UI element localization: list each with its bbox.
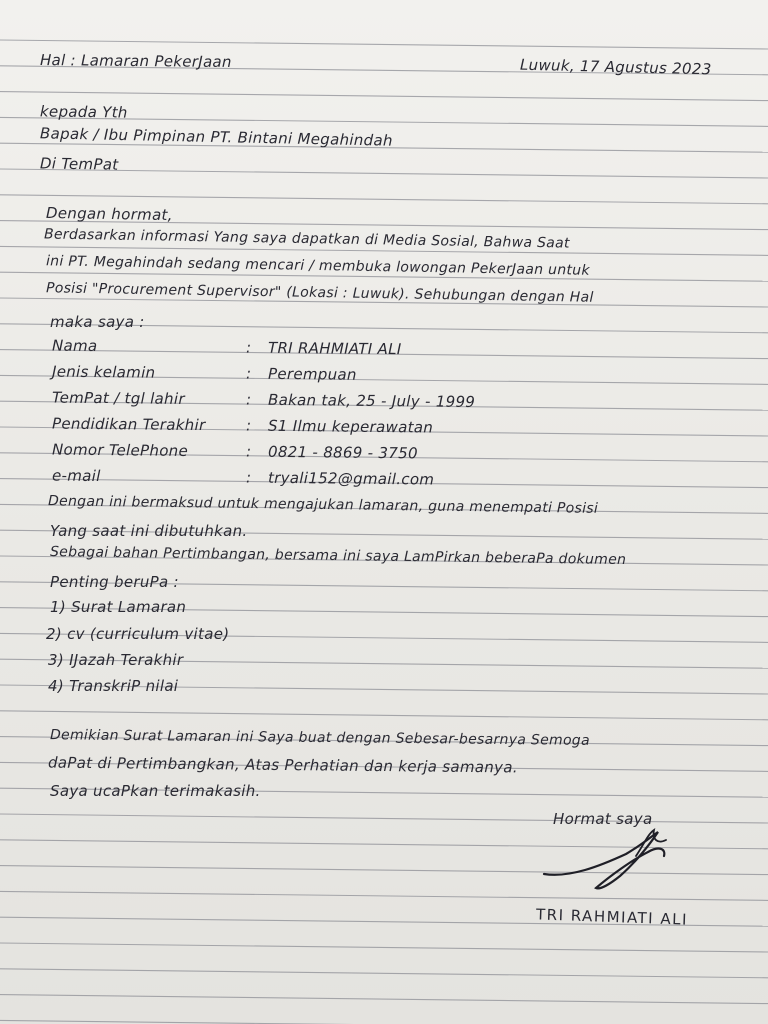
ruled-line <box>0 995 768 1004</box>
detail-value: S1 Ilmu keperawatan <box>267 416 434 437</box>
ruled-line <box>0 40 768 49</box>
paragraph-3-line-1: Sebagai bahan Pertimbangan, bersama ini saya LamPirkan beberaPa dokumen <box>49 543 627 569</box>
detail-label: Jenis kelamin <box>51 362 156 382</box>
ruled-line <box>0 92 768 101</box>
attachment-item: 1) Surat Lamaran <box>50 598 187 616</box>
detail-value: 0821 - 8869 - 3750 <box>267 442 418 463</box>
ruled-line <box>0 711 768 720</box>
detail-colon: : <box>245 364 252 383</box>
detail-colon: : <box>245 390 252 409</box>
ruled-line <box>0 1020 768 1024</box>
paragraph-2-line-1: Dengan ini bermaksud untuk mengajukan lamaran, guna menempati Posisi <box>47 493 599 517</box>
handwritten-signature <box>540 826 680 898</box>
recipient-line-3: Di TemPat <box>39 154 119 174</box>
sign-off: Hormat saya <box>553 810 653 828</box>
paragraph-1-line-2: ini PT. Megahindah sedang mencari / membuka lowongan PekerJaan untuk <box>45 253 590 279</box>
detail-label: Nama <box>51 336 98 355</box>
detail-label: Pendidikan Terakhir <box>51 414 206 435</box>
paragraph-2-line-2: Yang saat ini dibutuhkan. <box>50 522 248 540</box>
greeting: Dengan hormat, <box>45 203 173 225</box>
detail-label: Nomor TelePhone <box>51 440 189 460</box>
closing-line-3: Saya ucaPkan terimakasih. <box>50 782 261 800</box>
detail-colon: : <box>245 442 252 461</box>
ruled-line <box>0 969 768 978</box>
subject-line: Hal : Lamaran PekerJaan <box>39 50 232 72</box>
closing-line-2: daPat di Pertimbangkan, Atas Perhatian dan kerja samanya. <box>47 753 518 777</box>
detail-value: Perempuan <box>267 364 357 384</box>
paragraph-1-line-3: Posisi "Procurement Supervisor" (Lokasi : Luwuk). Sehubungan dengan Hal <box>45 280 594 306</box>
recipient-line-1: kepada Yth <box>39 102 128 122</box>
attachment-item: 2) cv (curriculum vitae) <box>46 625 230 643</box>
detail-colon: : <box>245 338 252 357</box>
detail-label: TemPat / tgl lahir <box>51 388 185 408</box>
detail-value: tryali152@gmail.com <box>267 468 435 489</box>
recipient-line-2: Bapak / Ibu Pimpinan PT. Bintani Megahindah <box>39 124 393 150</box>
place-date: Luwuk, 17 Agustus 2023 <box>519 55 712 79</box>
ruled-line <box>0 943 768 952</box>
ruled-line <box>0 814 768 823</box>
detail-value: Bakan tak, 25 - July - 1999 <box>267 390 476 411</box>
paragraph-1-line-4: maka saya : <box>50 313 145 331</box>
detail-value: TRI RAHMIATI ALI <box>267 338 402 359</box>
paragraph-1-line-1: Berdasarkan informasi Yang saya dapatkan di Media Sosial, Bahwa Saat <box>43 226 570 252</box>
detail-colon: : <box>245 468 252 487</box>
closing-line-1: Demikian Surat Lamaran ini Saya buat dengan Sebesar-besarnya Semoga <box>49 727 591 749</box>
detail-colon: : <box>245 416 252 435</box>
ruled-line <box>0 195 768 204</box>
attachment-item: 4) TranskriP nilai <box>48 677 179 695</box>
attachment-item: 3) IJazah Terakhir <box>48 651 184 669</box>
detail-label: e-mail <box>51 466 101 486</box>
paragraph-3-line-2: Penting beruPa : <box>50 573 179 591</box>
signatory-name: TRI RAHMIATI ALI <box>535 905 689 929</box>
